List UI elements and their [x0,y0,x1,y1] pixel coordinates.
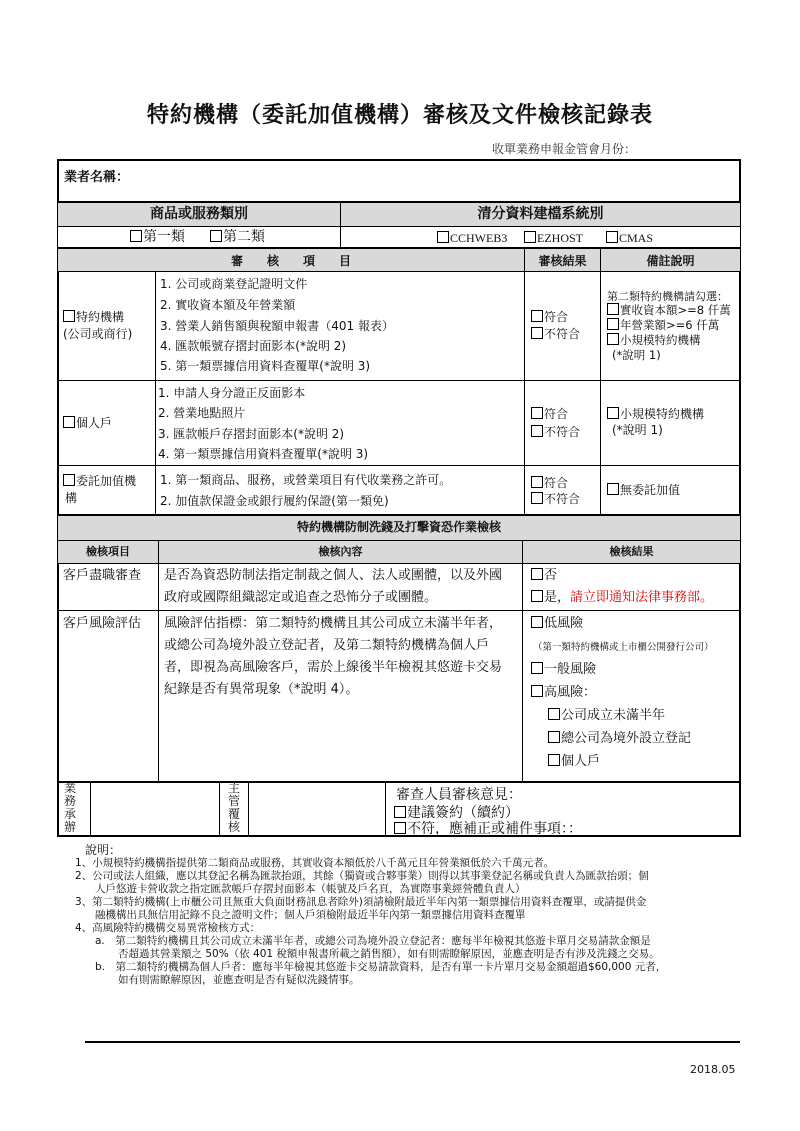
merchant-result-pass[interactable]: 符合 [531,308,568,326]
aml-row1-content-1: 是否為資恐防制法指定制裁之個人、法人或團體，以及外國 [164,568,503,583]
aml-row2-content-3: 者，即視為高風險客戶，需於上線後半年檢視其悠遊卡交易 [164,660,503,675]
aml-col-content: 檢核內容 [318,545,363,558]
delegated-type-option[interactable]: 委託加值機 [63,472,136,490]
checkbox[interactable] [548,731,560,743]
note-4b-2: 如有則需瞭解原因，並應查明是否有疑似洗錢情事。 [118,974,360,986]
risk-high-offshore[interactable]: 總公司為境外設立登記 [548,730,691,748]
aml-row1-result-yes[interactable]: 是，請立即通知法律事務部。 [531,589,713,607]
individual-result-pass[interactable]: 符合 [531,405,568,423]
delegated-doc-2: 2. 加值款保證金或銀行履約保證(第一類免) [160,494,389,508]
checkbox[interactable] [531,492,543,504]
checkbox[interactable] [607,483,619,495]
checkbox[interactable] [607,333,619,345]
note-4b-1: b. 第二類特約機構為個人戶者：應每半年檢視其悠遊卡交易請款資料，是否有單一卡片單月交易金額超過$60,000 元者， [95,961,667,973]
checkbox[interactable] [607,318,619,330]
notes-heading: 說明： [85,843,122,857]
merchant-type-sublabel: (公司或商行) [63,327,133,341]
clearing-option-ezhost[interactable]: EZHOST [524,229,583,247]
note-2a: 2、公司或法人組織，應以其登記名稱為匯款抬頭，其餘（獨資或合夥事業）則得以其事業登記名稱或負責人為匯款抬頭；個 [75,870,649,882]
note-4a-1: a. 第二類特約機構且其公司成立未滿半年者，或總公司為境外設立登記者：應每半年檢視其悠遊卡單月交易請款金額是 [95,935,651,947]
note-1: 1、小規模特約機構指提供第二類商品或服務，其實收資本額低於八千萬元且年營業額低於六千萬元者。 [75,857,555,869]
note-4: 4、高風險特約機構交易異常檢核方式： [75,922,261,934]
individual-doc-3: 3. 匯款帳戶存摺封面影本(*說明 2) [158,427,345,441]
version-date: 2018.05 [690,1063,736,1076]
reviewer-opinion-label: 審查人員審核意見： [396,787,522,803]
checkbox[interactable] [548,754,560,766]
risk-normal-option[interactable]: 一般風險 [531,661,596,679]
aml-row1-content-2: 政府或國際組織認定或追查之恐怖分子或團體。 [164,590,438,605]
aml-row2-content-2: 或總公司為境外設立登記者，及第二類特約機構為個人戶 [164,638,490,653]
individual-result-fail[interactable]: 不符合 [531,423,580,441]
note-3a: 3、第二類特約機構(上市櫃公司且無重大負面財務訊息者除外)須請檢附最近半年內第一類票據信用資料查覆單，或請提供金 [75,896,647,908]
checkbox[interactable] [531,407,543,419]
footer-rule [85,1041,740,1043]
merchant-doc-4: 4. 匯款帳號存摺封面影本(*說明 2) [160,339,347,353]
review-items-header: 審 核 項 目 [230,254,351,268]
category-option-2[interactable]: 第二類 [210,228,265,246]
delegated-doc-1: 1. 第一類商品、服務，或營業項目有代收業務之許可。 [160,473,452,487]
checkbox[interactable] [531,590,543,602]
checkbox[interactable] [531,616,543,628]
note-4a-2: 否超過其營業額之 50%（依 401 稅額申報書所載之銷售額），如有則需瞭解原因，並應查明是否有涉及洗錢之交易。 [118,948,660,960]
form-title: 特約機構（委託加值機構）審核及文件檢核記錄表 [146,103,653,128]
checkbox[interactable] [548,708,560,720]
individual-doc-2: 2. 營業地點照片 [158,406,246,420]
note-3b: 融機構出具無信用記錄不良之證明文件；個人戶須檢附最近半年內第一類票據信用資料查覆單 [95,909,526,921]
supervisor-label: 主 管 覆 核 [228,781,241,834]
merchant-remark-title: 第二類特約機構請勾選： [607,290,728,303]
aml-col-item: 檢核項目 [86,545,130,558]
checkbox[interactable] [606,231,618,243]
checkbox[interactable] [130,230,142,242]
merchant-doc-1: 1. 公司或商業登記證明文件 [160,277,308,291]
legal-notice-text: 請立即通知法律事務部。 [570,590,714,605]
aml-section-header: 特約機構防制洗錢及打擊資恐作業檢核 [296,520,501,534]
checkbox[interactable] [531,310,543,322]
individual-doc-4: 4. 第一類票據信用資料查覆單(*說明 3) [158,447,369,461]
checkbox[interactable] [531,685,543,697]
aml-col-result: 檢核結果 [609,545,654,558]
clearing-option-cmas[interactable]: CMAS [606,229,653,247]
category-option-1[interactable]: 第一類 [130,228,185,246]
risk-low-option[interactable]: 低風險 [531,615,583,633]
handler-label: 業 務 承 辦 [64,781,77,834]
individual-remark-small[interactable]: 小規模特約機構 [607,405,704,423]
risk-high-new-company[interactable]: 公司成立未滿半年 [548,707,665,725]
checkbox[interactable] [607,407,619,419]
checkbox[interactable] [63,310,75,322]
checkbox[interactable] [63,474,75,486]
delegated-result-pass[interactable]: 符合 [531,474,568,492]
checkbox[interactable] [437,231,449,243]
review-result-header: 審核結果 [538,254,587,268]
merchant-result-fail[interactable]: 不符合 [531,325,580,343]
opinion-reject-option[interactable]: 不符，應補正或補件事項：： [394,820,582,838]
checkbox[interactable] [531,568,543,580]
checkbox[interactable] [607,303,619,315]
checkbox[interactable] [63,416,75,428]
checkbox[interactable] [531,476,543,488]
delegated-remark-none[interactable]: 無委託加值 [607,481,680,499]
clearing-option-cchweb3[interactable]: CCHWEB3 [437,229,507,247]
aml-row2-content-1: 風險評估指標：第二類特約機構且其公司成立未滿半年者， [164,616,503,631]
merchant-doc-5: 5. 第一類票據信用資料查覆單(*說明 3) [160,359,371,373]
aml-row1-item: 客戶盡職審查 [63,568,142,583]
aml-row1-result-no[interactable]: 否 [531,567,557,585]
risk-high-option[interactable]: 高風險： [531,684,596,702]
remark-revenue[interactable]: 年營業額>=6 仟萬 [607,318,719,333]
checkbox[interactable] [531,662,543,674]
merchant-doc-3: 3. 營業人銷售額與稅額申報書（401 報表） [160,319,394,333]
note-2b: 人戶悠遊卡營收款之指定匯款帳戶存摺封面影本（帳號及戶名頁，為實際事業經營體負責人） [95,883,526,895]
checkbox[interactable] [531,425,543,437]
clearing-system-header: 清分資料建檔系統別 [477,206,604,222]
checkbox[interactable] [210,230,222,242]
delegated-result-fail[interactable]: 不符合 [531,490,580,508]
opinion-approve-option[interactable]: 建議簽約（續約） [394,804,519,822]
checkbox[interactable] [531,327,543,339]
review-remarks-header: 備註說明 [646,254,695,268]
report-month-label: 收單業務申報金管會月份： [492,142,637,156]
checkbox[interactable] [394,806,406,818]
remark-capital[interactable]: 實收資本額>=8 仟萬 [607,303,731,318]
risk-high-individual[interactable]: 個人戶 [548,753,600,771]
aml-row2-content-4: 紀錄是否有異常現象（*說明 4）。 [164,682,359,697]
remark-small-merchant[interactable]: 小規模特約機構 [607,333,701,348]
risk-low-note: （第一類特約機構或上市櫃公開發行公司） [533,642,714,653]
merchant-name-label: 業者名稱： [64,170,130,185]
remark-note-ref: (*說明 1) [612,348,661,362]
checkbox[interactable] [524,231,536,243]
aml-row2-item: 客戶風險評估 [63,616,142,631]
delegated-type-sublabel: 構 [65,491,78,505]
individual-remark-note: (*說明 1) [612,423,663,437]
individual-doc-1: 1. 申請人身分證正反面影本 [158,386,306,400]
checkbox[interactable] [394,822,406,834]
merchant-doc-2: 2. 實收資本額及年營業額 [160,298,296,312]
category-header: 商品或服務類別 [150,206,248,222]
individual-type-option[interactable]: 個人戶 [63,414,112,432]
merchant-type-option[interactable]: 特約機構 [63,308,124,326]
